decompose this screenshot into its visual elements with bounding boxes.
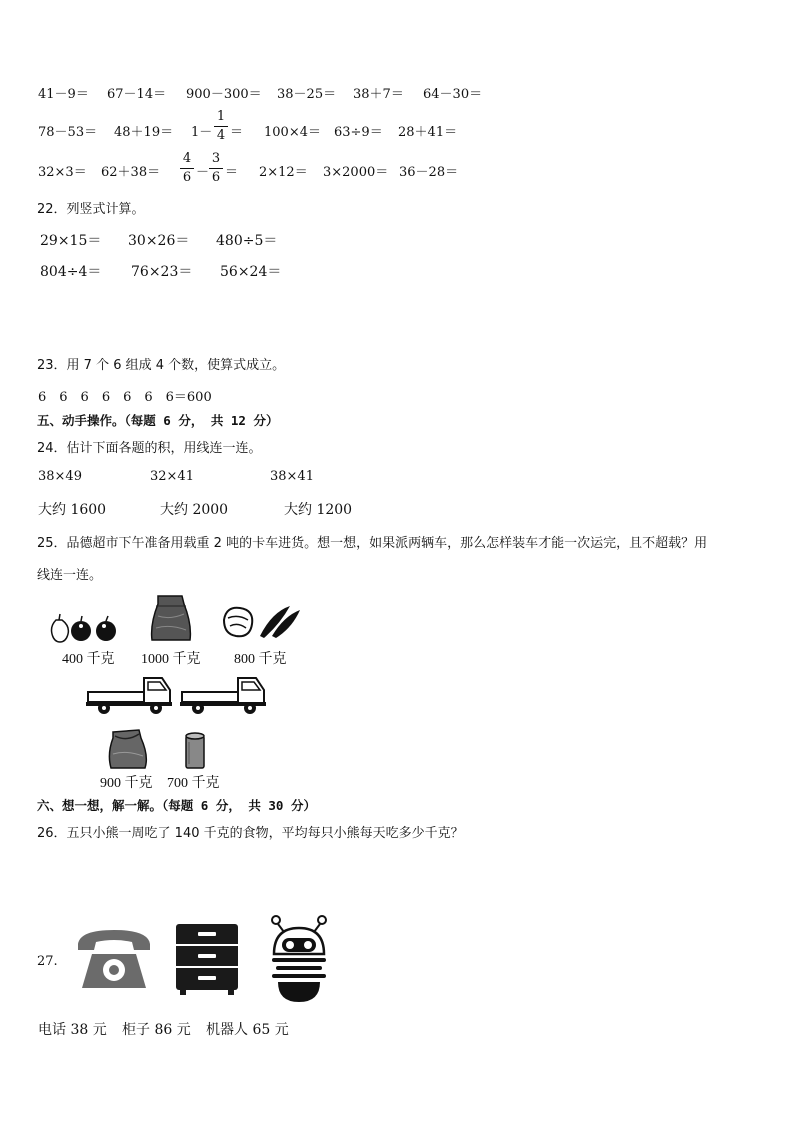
telephone-icon — [76, 926, 152, 992]
fraction-numerator: 1 — [216, 109, 226, 124]
fraction-bar — [214, 126, 228, 127]
section-5-heading: 五、动手操作。（每题 6 分， 共 12 分） — [37, 413, 279, 428]
fraction-denominator: 4 — [216, 128, 226, 143]
estimate-item: 大约 1200 — [284, 502, 353, 518]
truck-icon[interactable] — [86, 674, 174, 716]
fraction-bar — [209, 168, 223, 169]
goods-weight-label: 700 千克 — [167, 776, 220, 791]
vertical-calc-item: 56×24＝ — [220, 264, 282, 280]
goods-weight-label: 1000 千克 — [141, 652, 201, 667]
fraction-denominator: 6 — [182, 170, 192, 185]
calc-item: 64－30＝ — [423, 87, 483, 102]
calc-item: 100×4＝ — [264, 125, 321, 140]
price-item-cabinet: 柜子 86 元 — [122, 1022, 191, 1038]
bag-icon — [107, 728, 149, 770]
calc-item: 2×12＝ — [259, 165, 308, 180]
goods-weight-label: 800 千克 — [234, 652, 287, 667]
calc-item: 67－14＝ — [107, 87, 167, 102]
goods-weight-label: 900 千克 — [100, 776, 153, 791]
calc-item: 62＋38＝ — [101, 165, 161, 180]
question-27-number: 27. — [37, 954, 58, 969]
price-item-robot: 机器人 65 元 — [206, 1022, 289, 1038]
vegetables-icon — [220, 602, 302, 640]
calc-item: 36－28＝ — [399, 165, 459, 180]
cabinet-icon — [174, 922, 240, 996]
question-26-title: 26．五只小熊一周吃了 140 千克的食物，平均每只小熊每天吃多少千克？ — [37, 826, 464, 841]
product-item: 38×49 — [38, 469, 82, 484]
calc-item: 38＋7＝ — [353, 87, 404, 102]
calc-item: 38－25＝ — [277, 87, 337, 102]
minus-sign: － — [196, 165, 210, 180]
fraction — [214, 109, 228, 144]
robot-icon — [268, 914, 330, 1004]
vertical-calc-item: 76×23＝ — [131, 264, 193, 280]
calc-item-suffix: ＝ — [230, 125, 244, 140]
sack-icon — [148, 594, 194, 642]
question-22-title: 22．列竖式计算。 — [37, 202, 145, 217]
vertical-calc-item: 30×26＝ — [128, 233, 190, 249]
estimate-item: 大约 2000 — [160, 502, 229, 518]
calc-item: 3×2000＝ — [323, 165, 389, 180]
fraction-bar — [180, 168, 194, 169]
calc-item: 78－53＝ — [38, 125, 98, 140]
calc-item: 28＋41＝ — [398, 125, 458, 140]
question-25-title-line-2: 线连一连。 — [37, 568, 103, 583]
calc-item: 32×3＝ — [38, 165, 87, 180]
estimate-item: 大约 1600 — [38, 502, 107, 518]
truck-icon[interactable] — [180, 674, 268, 716]
fraction — [180, 151, 194, 186]
calc-item: 900－300＝ — [186, 87, 262, 102]
vertical-calc-item: 480÷5＝ — [216, 233, 278, 249]
fraction — [209, 151, 223, 186]
product-item: 32×41 — [150, 469, 194, 484]
vertical-calc-item: 804÷4＝ — [40, 264, 102, 280]
calc-item: 48＋19＝ — [114, 125, 174, 140]
question-23-expression: 6 6 6 6 6 6 6＝600 — [38, 390, 212, 405]
section-6-heading: 六、想一想，解一解。（每题 6 分， 共 30 分） — [37, 798, 316, 813]
question-23-title: 23．用 7 个 6 组成 4 个数，使算式成立。 — [37, 358, 286, 373]
goods-weight-label: 400 千克 — [62, 652, 115, 667]
price-item-telephone: 电话 38 元 — [38, 1022, 107, 1038]
calc-item: 41－9＝ — [38, 87, 89, 102]
fruit-icon — [48, 612, 120, 644]
question-24-title: 24．估计下面各题的积，用线连一连。 — [37, 441, 262, 456]
calc-item: 63÷9＝ — [334, 125, 383, 140]
fraction-numerator: 3 — [211, 151, 221, 166]
equals-sign: ＝ — [225, 165, 239, 180]
product-item: 38×41 — [270, 469, 314, 484]
calc-item-prefix: 1－ — [191, 125, 213, 140]
vertical-calc-item: 29×15＝ — [40, 233, 102, 249]
question-25-title-line-1: 25．品德超市下午准备用载重 2 吨的卡车进货。想一想，如果派两辆车，那么怎样装车才能一次运完，且不超载？用 — [37, 536, 708, 551]
fraction-denominator: 6 — [211, 170, 221, 185]
fraction-numerator: 4 — [182, 151, 192, 166]
can-icon — [184, 732, 206, 770]
